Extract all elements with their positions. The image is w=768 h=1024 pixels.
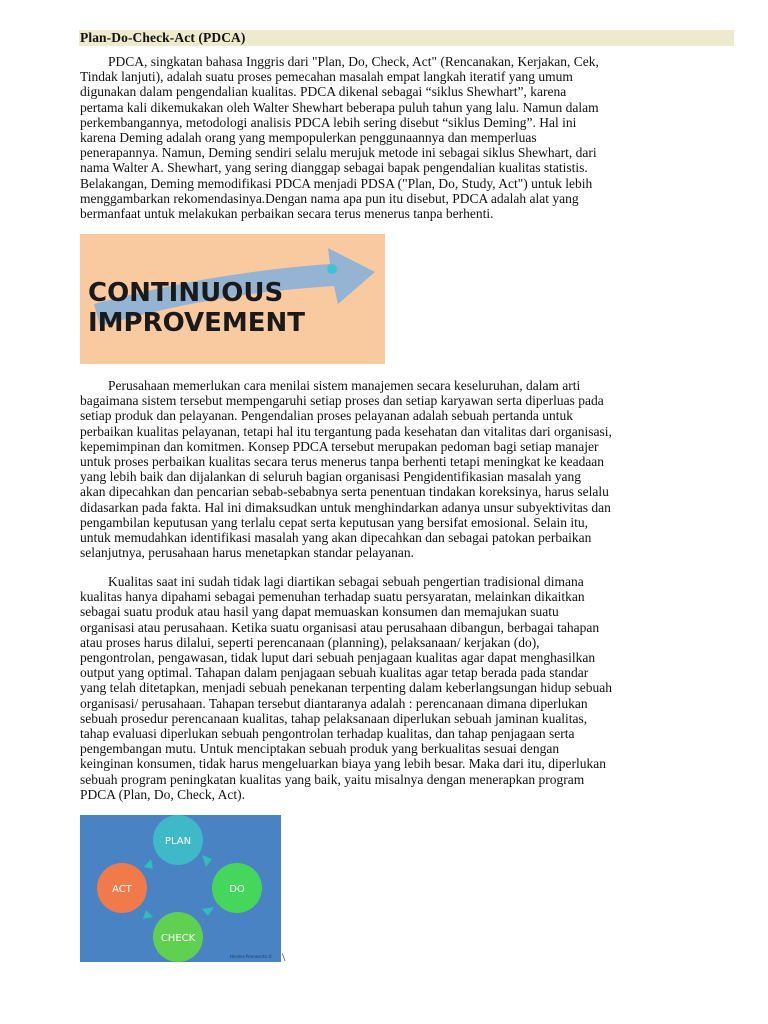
paragraph-line: selanjutnya, perusahaan harus menetapkan standar pelayanan. [80,545,414,561]
paragraph-line: setiap produk dan pelayanan. Pengendalian proses pelayanan adalah sebuah pertanda untuk [80,408,573,424]
paragraph-line: yang lebih baik dan dijalankan di seluruh bagian organisasi Pengidentifikasian masalah yang [80,469,581,485]
paragraph-line: sebuah prosedur perencanaan kualitas, tahap pelaksanaan diperlukan sebuah jaminan kualitas, [80,710,588,726]
paragraph-line: nama Walter A. Shewhart, yang sering dianggap sebagai bapak pengendalian kualitas statistis. [80,160,588,176]
continuous-improvement-graphic [80,234,385,364]
document-title: Plan-Do-Check-Act (PDCA) [80,30,246,45]
check-label: CHECK [160,933,196,944]
paragraph-line: organisasi atau perusahaan. Ketika suatu organisasi atau perusahaan dibangun, berbagai tahapan [80,619,600,635]
paragraph-line: keinginan konsumen, tidak harus mengeluarkan biaya yang lebih besar. Maka dari itu, diperlukan [80,756,606,772]
paragraph-line: perbaikan kualitas pelayanan, tetapi hal itu tergantung pada kesehatan dan vitalitas dari organisasi, [80,423,612,439]
paragraph-line: bermanfaat untuk melakukan perbaikan secara terus menerus tanpa berhenti. [80,206,494,222]
paragraph-line: kepemimpinan dan komitmen. Konsep PDCA tersebut merupakan pedoman bagi setiap manajer [80,438,599,454]
paragraph-line: PDCA, singkatan bahasa Inggris dari "Plan, Do, Check, Act" (Rencanakan, Kerjakan, Cek, [108,54,599,69]
paragraph-line: Kualitas saat ini sudah tidak lagi diartikan sebagai sebuah pengertian tradisional dimana [108,574,584,589]
paragraph-line: untuk proses perbaikan kualitas secara terus menerus tanpa berhenti tetapi meningkat ke keadaan [80,454,605,470]
do-label: DO [229,884,245,895]
paragraph-line: menggambarkan rekomendasinya.Dengan nama apa pun itu disebut, PDCA adalah alat yang [80,190,579,206]
paragraph-line: sebagai suatu produk atau hasil yang dapat memuaskan konsumen dan memajukan suatu [80,604,559,620]
paragraph-line: didasarkan pada fakta. Hal ini dimaksudkan untuk menghindarkan adanya unsur subyektivitas dan [80,499,611,515]
paragraph-line: sebuah program peningkatan kualitas yang baik, yaitu misalnya dengan menerapkan program [80,771,585,787]
paragraph-line: Perusahaan memerlukan cara menilai sistem manajemen secara keseluruhan, dalam arti [108,378,581,393]
paragraph-line: Tindak lanjuti), adalah suatu proses pemecahan masalah empat langkah iteratif yang umum [80,69,573,85]
paragraph-line: pengembangan mutu. Untuk menciptakan sebuah produk yang berkualitas sesuai dengan [80,741,560,757]
image-credit: Hendra Poerwanto © [230,954,273,959]
paragraph-intro [80,54,705,221]
paragraph-quality [80,574,705,802]
paragraph-line: Belakangan, Deming memodifikasi PDCA menjadi PDSA ("Plan, Do, Study, Act") untuk lebih [80,175,593,191]
paragraph-line: PDCA (Plan, Do, Check, Act). [80,786,245,802]
pdca-cycle-image [80,815,281,962]
paragraph-line: digunakan dalam pengendalian kualitas. PDCA dikenal sebagai “siklus Shewhart”, karena [80,84,567,100]
paragraph-line: penerapannya. Namun, Deming sendiri selalu merujuk metode ini sebagai siklus Shewhart, dari [80,145,597,161]
trailing-mark: \ [282,950,286,964]
paragraph-line: organisasi/ perusahaan. Tahapan tersebut diantaranya adalah : perencanaan dimana diperlukan [80,695,588,711]
paragraph-line: pengontrolan, pengawasan, tidak luput dari sebuah penjagaan kualitas agar dapat menghasilkan [80,650,596,666]
continuous-improvement-image [80,234,385,364]
paragraph-line: kualitas hanya dipahami sebagai pemenuhan terhadap suatu persyaratan, melainkan dikaitkan [80,589,585,605]
pdca-cycle-graphic [80,815,281,962]
paragraph-line: atau proses harus dilalui, seperti perencanaan (planning), pelaksanaan/ kerjakan (do), [80,634,540,650]
paragraph-line: akan dipecahkan dan pencarian sebab-sebabnya serta penentuan tindakan koreksinya, harus selalu [80,484,609,500]
paragraph-line: tahap evaluasi diperlukan sebuah pengontrolan terhadap kualitas, dan tahap penjagaan serta [80,726,575,742]
paragraph-line: karena Deming adalah orang yang mempopulerkan penggunaannya dan memperluas [80,130,537,146]
paragraph-line: pengambilan keputusan yang terlalu cepat serta keputusan yang bersifat emosional. Selain itu, [80,514,588,530]
paragraph-line: perkembangannya, metodologi analisis PDCA lebih sering disebut “siklus Deming”. Hal ini [80,114,577,130]
continuous-text: CONTINUOUS [88,278,284,308]
paragraph-management [80,378,705,560]
paragraph-line: pertama kali dikemukakan oleh Walter Shewhart beberapa puluh tahun yang lalu. Namun dalam [80,99,599,115]
arrow-dot [327,264,337,274]
act-label: ACT [112,884,132,895]
paragraph-line: output yang optimal. Tahapan dalam penjagaan sebuah kualitas agar tetap berada pada standar [80,665,589,681]
plan-label: PLAN [164,836,192,847]
improvement-text: IMPROVEMENT [88,308,306,338]
paragraph-line: bagaimana sistem tersebut mempengaruhi setiap proses dan setiap karyawan serta diperluas pada [80,393,604,409]
paragraph-line: untuk memudahkan identifikasi masalah yang akan dipecahkan dan sebagai patokan perbaikan [80,530,592,546]
paragraph-line: yang telah ditetapkan, menjadi sebuah penekanan terpenting dalam keberlangsungan hidup sebuah [80,680,612,696]
